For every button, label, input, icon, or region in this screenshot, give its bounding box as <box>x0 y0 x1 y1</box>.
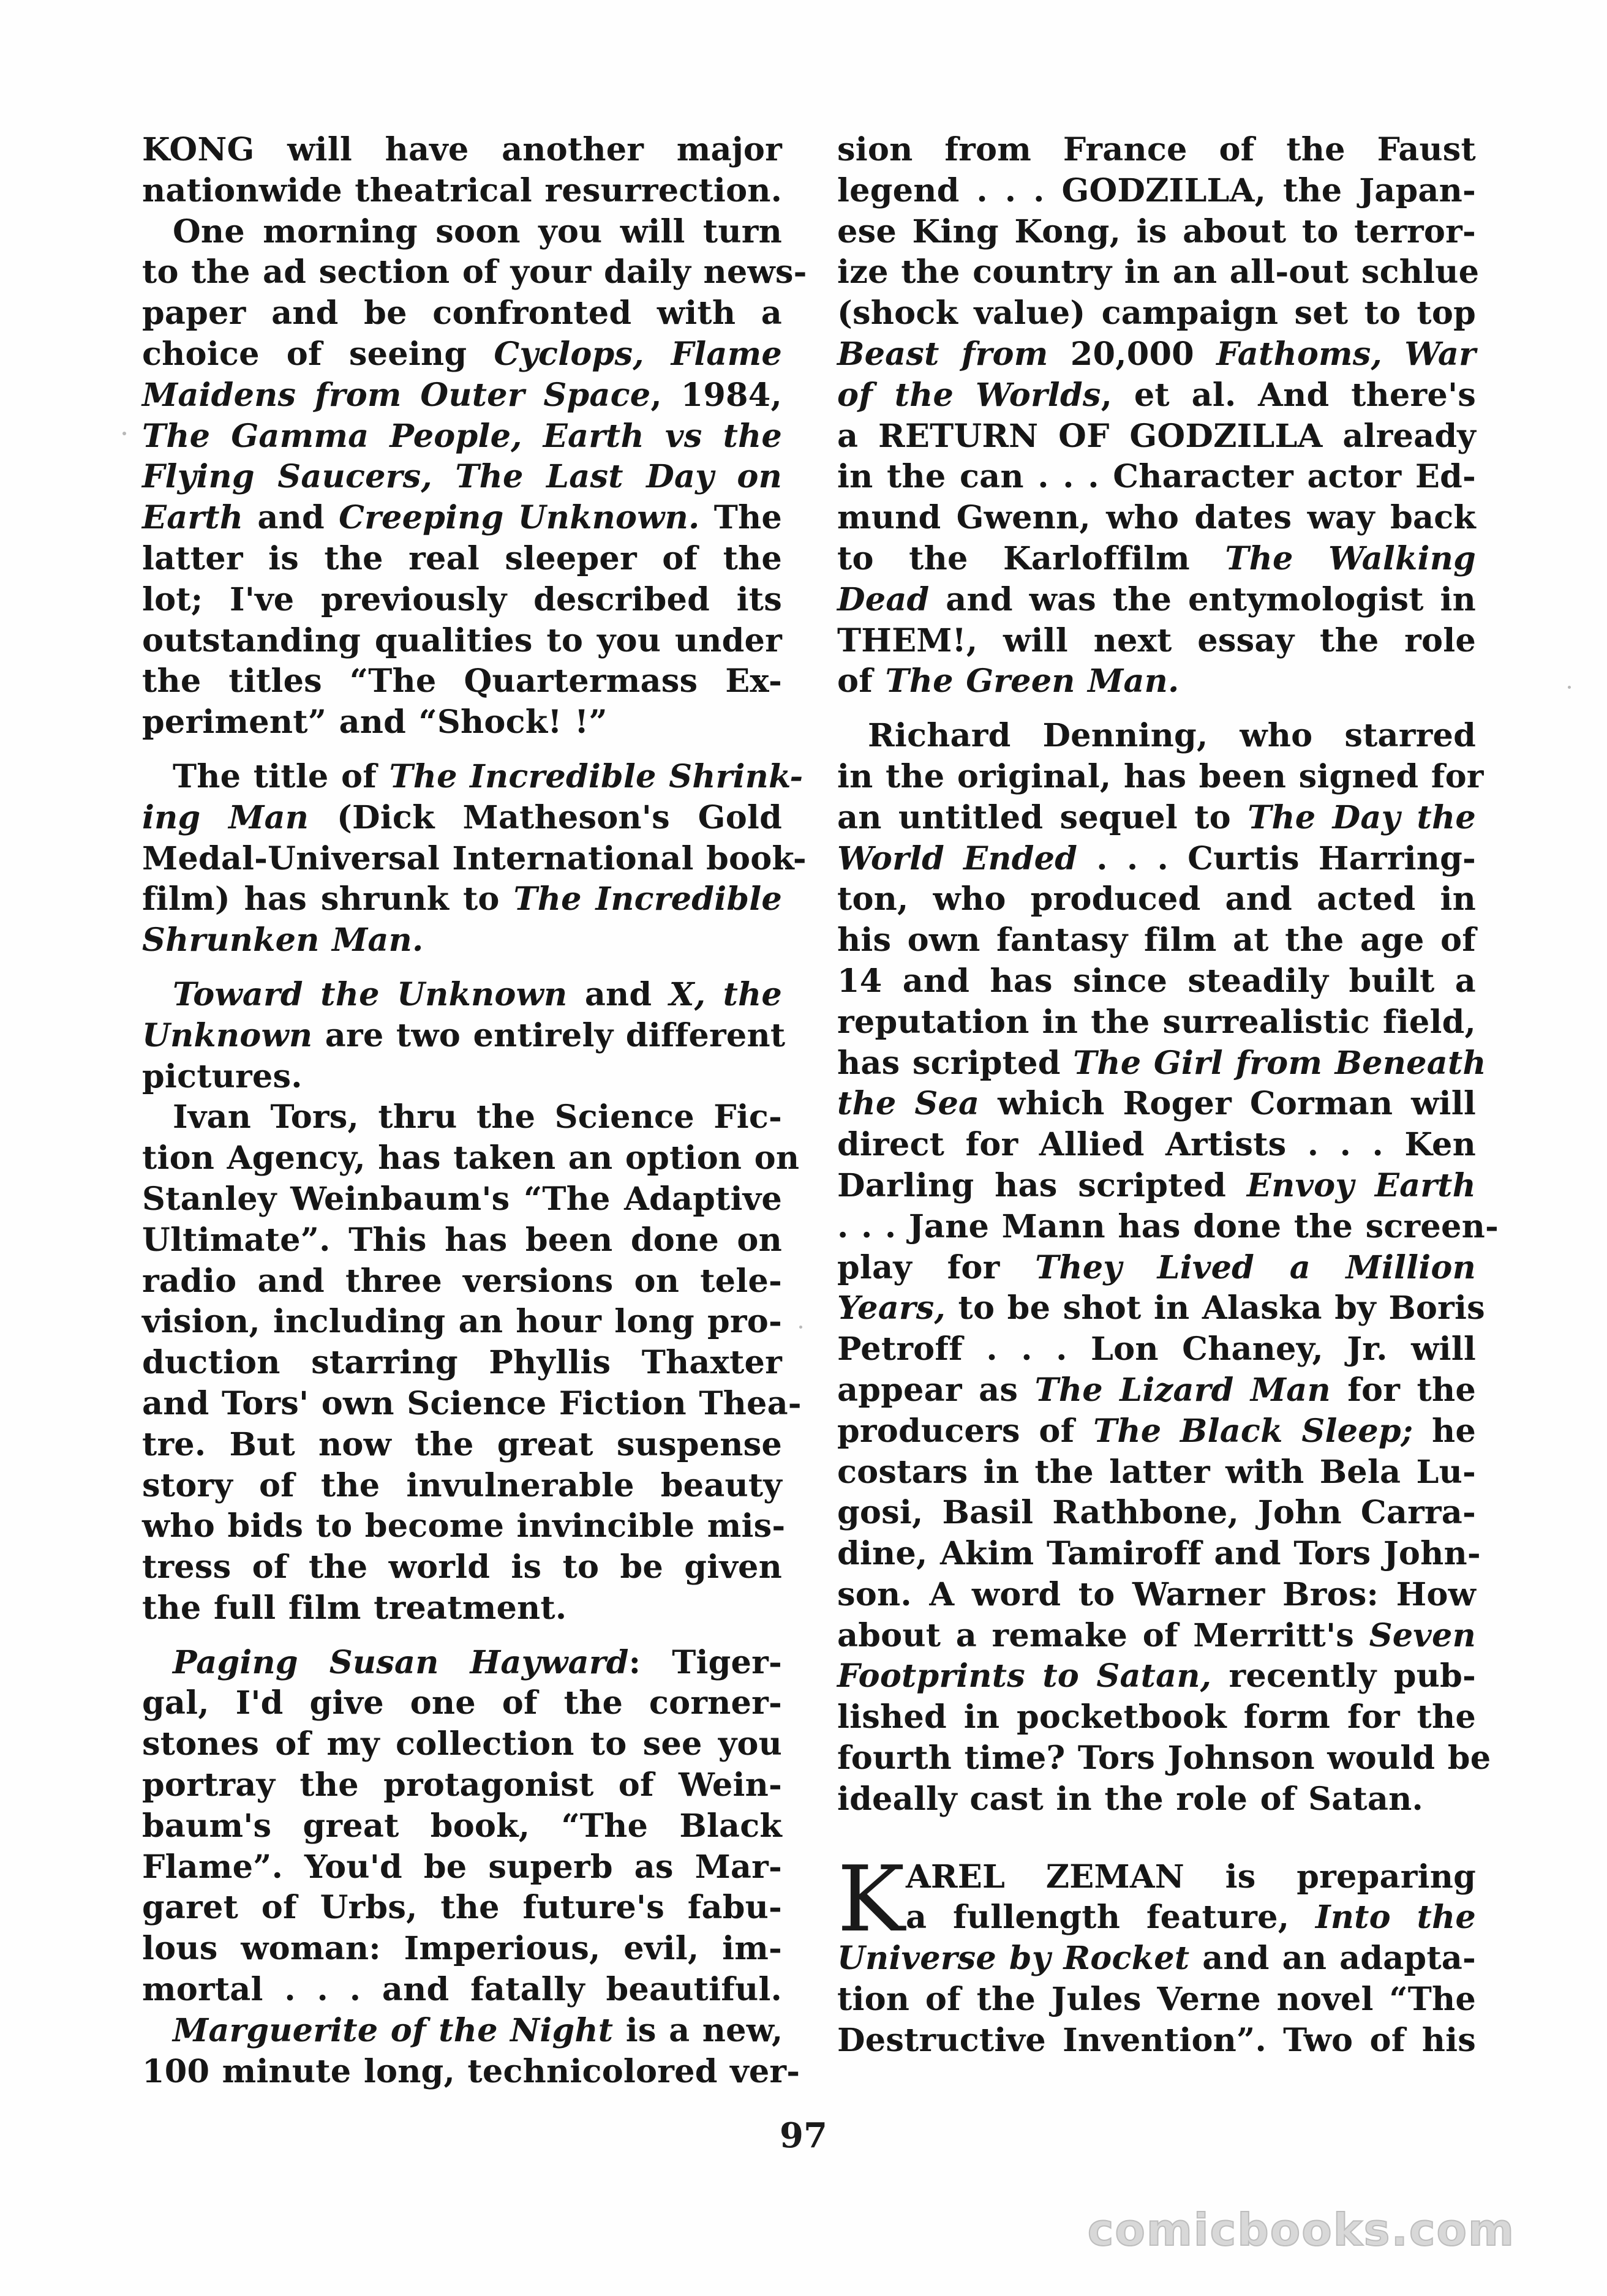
text-line: stones of my collection to see you <box>142 1725 782 1763</box>
text-line: portray the protagonist of Wein- <box>142 1766 782 1804</box>
text-line: play for They Lived a Million <box>837 1248 1477 1286</box>
text-line: fourth time? Tors Johnson would be <box>837 1739 1491 1777</box>
text-line: Richard Denning, who starred <box>868 717 1476 755</box>
text-line: tre. But now the great suspense <box>142 1425 782 1463</box>
text-line: Flying Saucers, The Last Day on <box>142 458 782 496</box>
text-line: film) has shrunk to The Incredible <box>142 880 782 918</box>
text-line: garet of Urbs, the future's fabu- <box>142 1889 782 1927</box>
text-line: of The Green Man. <box>837 662 1180 700</box>
text-line: lous woman: Imperious, evil, im- <box>142 1930 782 1968</box>
text-line: ize the country in an all-out schlue <box>837 253 1480 291</box>
text-line: Medal-Universal International book- <box>142 839 807 877</box>
paragraph-gap <box>142 961 782 975</box>
text-line: . . . Jane Mann has done the screen- <box>837 1207 1499 1245</box>
paragraph-gap <box>142 1629 782 1643</box>
page-number: 97 <box>780 2115 827 2156</box>
text-line: sion from France of the Faust <box>837 131 1476 168</box>
text-line: Petroff . . . Lon Chaney, Jr. will <box>837 1330 1476 1368</box>
text-line: AREL ZEMAN is preparing K <box>837 1846 1476 1952</box>
text-line: the titles “The Quartermass Ex- <box>142 662 782 700</box>
text-line: ideally cast in the role of Satan. <box>837 1780 1423 1818</box>
text-line: a fullength feature, Into the <box>906 1899 1476 1937</box>
print-speck <box>1568 686 1571 689</box>
text-line: Dead and was the entymologist in <box>837 580 1476 618</box>
text-line: baum's great book, “The Black <box>142 1807 782 1845</box>
left-text-column <box>142 130 807 2092</box>
text-line: periment” and “Shock! !” <box>142 703 608 741</box>
text-line: who bids to become invincible mis- <box>142 1507 786 1545</box>
text-line: ton, who produced and acted in <box>837 880 1476 918</box>
text-line: Ultimate”. This has been done on <box>142 1221 782 1259</box>
text-line: paper and be confronted with a <box>142 295 782 332</box>
text-line: choice of seeing Cyclops, Flame <box>142 335 782 373</box>
text-line: Beast from 20,000 Fathoms, War <box>837 335 1476 373</box>
text-line: an untitled sequel to The Day the <box>837 798 1476 836</box>
text-line: his own fantasy film at the age of <box>837 921 1476 959</box>
right-text-column <box>837 130 1499 2062</box>
text-line: ing Man (Dick Matheson's Gold <box>142 798 782 836</box>
text-line: to the ad section of your daily news- <box>142 253 807 291</box>
text-line: tion of the Jules Verne novel “The <box>837 1981 1476 2019</box>
text-line: Ivan Tors, thru the Science Fic- <box>173 1098 782 1136</box>
watermark-logo: comicbooks.com <box>1087 2204 1515 2256</box>
text-line: outstanding qualities to you under <box>142 621 782 659</box>
print-speck <box>799 1326 802 1329</box>
text-line: mortal . . . and fatally beautiful. <box>142 1971 782 2009</box>
text-line: Years, to be shot in Alaska by Boris <box>837 1289 1485 1327</box>
text-line: nationwide theatrical resurrection. <box>142 171 783 209</box>
text-line: producers of The Black Sleep; he <box>837 1412 1477 1450</box>
text-line: 100 minute long, technicolored ver- <box>142 2052 800 2090</box>
print-speck <box>122 432 126 435</box>
text-line: son. A word to Warner Bros: How <box>837 1575 1476 1613</box>
text-line: the Sea which Roger Corman will <box>837 1085 1476 1123</box>
text-line: Universe by Rocket and an adapta- <box>837 1940 1476 1978</box>
text-line: reputation in the surrealistic field, <box>837 1003 1476 1041</box>
text-line: about a remake of Merritt's Seven <box>837 1616 1476 1654</box>
text-line: in the can . . . Character actor Ed- <box>837 458 1476 496</box>
text-line: radio and three versions on tele- <box>142 1262 782 1300</box>
text-line: lot; I've previously described its <box>142 580 782 618</box>
text-line: One morning soon you will turn <box>173 212 782 250</box>
text-line: legend . . . GODZILLA, the Japan- <box>837 171 1476 209</box>
section-gap <box>837 1820 1476 1857</box>
text-line: a RETURN OF GODZILLA already <box>837 417 1476 455</box>
text-line: Toward the Unknown and X, the <box>173 975 783 1013</box>
text-line: Footprints to Satan, recently pub- <box>837 1657 1476 1695</box>
text-line: dine, Akim Tamiroff and Tors John- <box>837 1535 1481 1573</box>
text-line: KONG will have another major <box>142 131 782 168</box>
text-line: appear as The Lizard Man for the <box>837 1371 1476 1409</box>
text-line: mund Gwenn, who dates way back <box>837 499 1476 537</box>
text-line: Marguerite of the Night is a new, <box>173 2011 783 2049</box>
text-line: pictures. <box>142 1057 303 1095</box>
text-line: tion Agency, has taken an option on <box>142 1139 800 1177</box>
text-line: 14 and has since steadily built a <box>837 962 1476 1000</box>
text-line: Paging Susan Hayward: Tiger- <box>173 1643 782 1681</box>
text-line: costars in the latter with Bela Lu- <box>837 1453 1476 1491</box>
text-line: gosi, Basil Rathbone, John Carra- <box>837 1494 1476 1532</box>
text-line: and Tors' own Science Fiction Thea- <box>142 1384 802 1422</box>
text-line: Earth and Creeping Unknown. The <box>142 499 783 537</box>
text-line: Flame”. You'd be superb as Mar- <box>142 1848 782 1886</box>
text-line: World Ended . . . Curtis Harring- <box>837 839 1476 877</box>
text-line: (shock value) campaign set to top <box>837 295 1476 332</box>
text-line: tress of the world is to be given <box>142 1548 782 1586</box>
paragraph-gap <box>837 702 1476 716</box>
text-line: direct for Allied Artists . . . Ken <box>837 1126 1476 1164</box>
text-line: has scripted The Girl from Beneath <box>837 1044 1486 1082</box>
text-line: THEM!, will next essay the role <box>837 621 1476 659</box>
text-line: vision, including an hour long pro- <box>142 1303 782 1341</box>
text-line: The Gamma People, Earth vs the <box>142 417 782 455</box>
text-line: lished in pocketbook form for the <box>837 1698 1476 1736</box>
drop-cap: K <box>837 1846 905 1952</box>
text-line: latter is the real sleeper of the <box>142 539 782 577</box>
text-line: gal, I'd give one of the corner- <box>142 1684 782 1722</box>
text-line: The title of The Incredible Shrink- <box>173 757 804 795</box>
text-line: story of the invulnerable beauty <box>142 1466 782 1504</box>
text-line: duction starring Phyllis Thaxter <box>142 1344 782 1382</box>
text-line: to the Karloffilm The Walking <box>837 539 1476 577</box>
text-line: of the Worlds, et al. And there's <box>837 376 1476 414</box>
text-line: Unknown are two entirely different <box>142 1016 786 1054</box>
text-line: Maidens from Outer Space, 1984, <box>142 376 782 414</box>
paragraph-gap <box>142 743 782 757</box>
text-line: Stanley Weinbaum's “The Adaptive <box>142 1180 782 1218</box>
text-line: ese King Kong, is about to terror- <box>837 212 1476 250</box>
text-line: the full film treatment. <box>142 1589 567 1627</box>
text-line: in the original, has been signed for <box>837 757 1484 795</box>
text-line: Shrunken Man. <box>142 921 424 959</box>
text-line: Darling has scripted Envoy Earth <box>837 1166 1476 1204</box>
text-line: Destructive Invention”. Two of his <box>837 2021 1476 2059</box>
